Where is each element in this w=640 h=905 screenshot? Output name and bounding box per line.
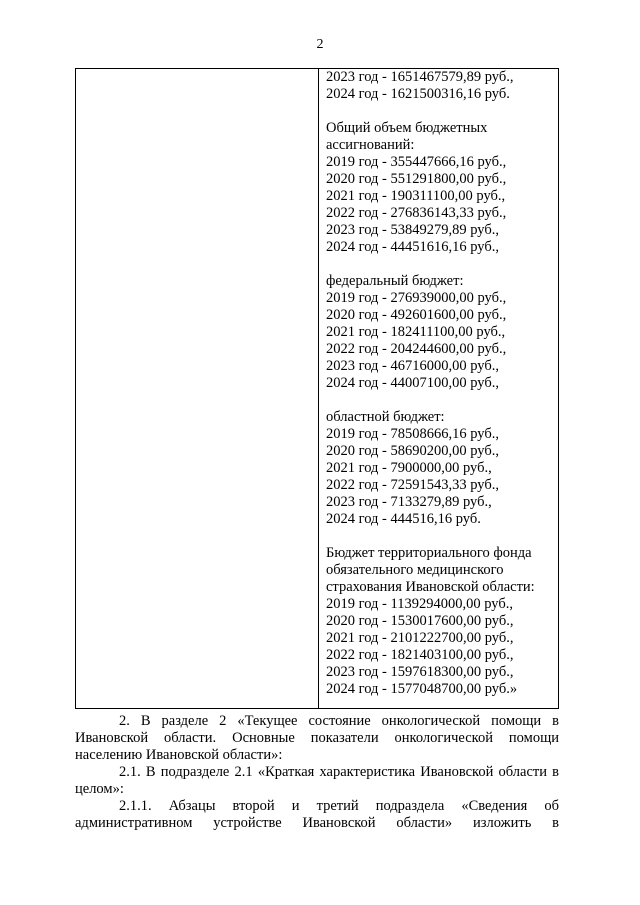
paragraph: 2.1.1. Абзацы второй и третий подраздела «Сведения об административном устройстве Ивановской области» изложить в: [75, 798, 559, 831]
paragraph: 2. В разделе 2 «Текущее состояние онкологической помощи в Ивановской области. Основные показатели онкологической помощи населению Ивановской области»:: [75, 713, 559, 763]
body-text: [75, 713, 559, 832]
group-heading: Бюджет территориального фонда: [326, 545, 532, 561]
budget-line: 2024 год - 44451616,16 руб.,: [326, 239, 499, 255]
budget-line: 2023 год - 53849279,89 руб.,: [326, 222, 499, 238]
budget-line: 2024 год - 444516,16 руб.: [326, 511, 481, 527]
group-heading: Общий объем бюджетных: [326, 120, 488, 136]
group-heading: ассигнований:: [326, 137, 415, 153]
budget-line: 2022 год - 276836143,33 руб.,: [326, 205, 507, 221]
budget-line: 2021 год - 190311100,00 руб.,: [326, 188, 506, 204]
group-heading: федеральный бюджет:: [326, 273, 464, 289]
budget-line: 2021 год - 182411100,00 руб.,: [326, 324, 506, 340]
group-heading: обязательного медицинского: [326, 562, 504, 578]
budget-line: 2019 год - 78508666,16 руб.,: [326, 426, 499, 442]
budget-line: 2020 год - 492601600,00 руб.,: [326, 307, 507, 323]
budget-line: 2019 год - 276939000,00 руб.,: [326, 290, 507, 306]
paragraph: 2.1. В подразделе 2.1 «Краткая характеристика Ивановской области в целом»:: [75, 764, 559, 797]
budget-line: 2023 год - 1651467579,89 руб.,: [326, 69, 514, 85]
budget-line: 2024 год - 44007100,00 руб.,: [326, 375, 499, 391]
budget-cell: [326, 69, 558, 698]
budget-line: 2019 год - 355447666,16 руб.,: [326, 154, 507, 170]
budget-line: 2024 год - 1621500316,16 руб.: [326, 86, 510, 102]
budget-line: 2024 год - 1577048700,00 руб.»: [326, 681, 518, 697]
budget-table: [75, 68, 559, 709]
budget-line: 2020 год - 1530017600,00 руб.,: [326, 613, 514, 629]
column-divider: [318, 69, 319, 708]
budget-line: 2021 год - 2101222700,00 руб.,: [326, 630, 514, 646]
budget-line: 2022 год - 204244600,00 руб.,: [326, 341, 507, 357]
budget-line: 2022 год - 72591543,33 руб.,: [326, 477, 499, 493]
budget-line: 2022 год - 1821403100,00 руб.,: [326, 647, 514, 663]
budget-line: 2019 год - 1139294000,00 руб.,: [326, 596, 513, 612]
group-heading: областной бюджет:: [326, 409, 445, 425]
budget-line: 2023 год - 7133279,89 руб.,: [326, 494, 492, 510]
budget-line: 2023 год - 46716000,00 руб.,: [326, 358, 499, 374]
page-number: 2: [316, 37, 324, 52]
budget-line: 2020 год - 58690200,00 руб.,: [326, 443, 499, 459]
group-heading: страхования Ивановской области:: [326, 579, 535, 595]
budget-line: 2023 год - 1597618300,00 руб.,: [326, 664, 514, 680]
budget-line: 2020 год - 551291800,00 руб.,: [326, 171, 507, 187]
budget-line: 2021 год - 7900000,00 руб.,: [326, 460, 492, 476]
